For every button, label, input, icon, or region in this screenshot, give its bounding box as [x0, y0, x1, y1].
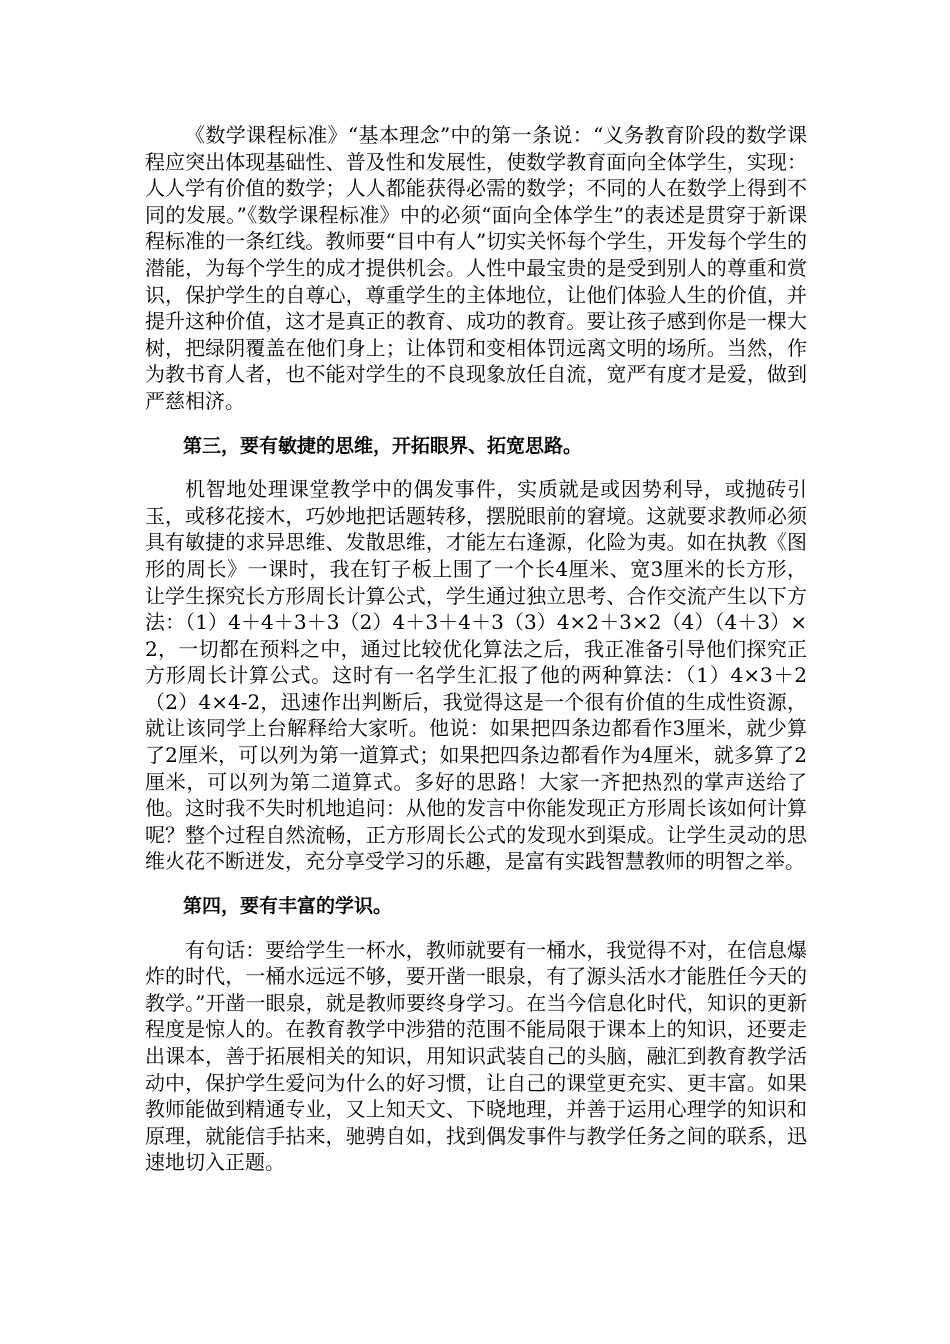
paragraph-knowledge: 有句话：要给学生一杯水，教师就要有一桶水，我觉得不对，在信息爆炸的时代，一桶水远远不够，要开凿一眼泉，有了源头活水才能胜任今天的教学。”开凿一眼泉，就是教师要终身学习。在当今信息化时代，知识的更新程度是惊人的。在教育教学中涉猎的范围不能局限于课本上的知识，还要走出课本，善于拓展相关的知识，用知识武装自己的头脑，融汇到教育教学活动中，保护学生爱问为什么的好习惯，让自己的课堂更充实、更丰富。如果教师能做到精通专业，又上知天文、下晓地理，并善于运用心理学的知识和原理，就能信手拈来，驰骋自如，找到偶发事件与教学任务之间的联系，迅速地切入正题。 — [145, 937, 807, 1175]
paragraph-curriculum-standard: 《数学课程标准》“基本理念”中的第一条说：“义务教育阶段的数学课程应突出体现基础性、普及性和发展性，使数学教育面向全体学生，实现：人人学有价值的数学；人人都能获得必需的数学；不同的人在数学上得到不同的发展。”《数学课程标准》中的必须“面向全体学生”的表述是贯穿于新课程标准的一条红线。教师要“目中有人”切实关怀每个学生，开发每个学生的潜能，为每个学生的成才提供机会。人性中最宝贵的是受到别人的尊重和赏识，保护学生的自尊心，尊重学生的主体地位，让他们体验人生的价值，并提升这种价值，这才是真正的教育、成功的教育。要让孩子感到你是一棵大树，把绿阴覆盖在他们身上；让体罚和变相体罚远离文明的场所。当然，作为教书育人者，也不能对学生的不良现象放任自流，宽严有度才是爱，做到严慈相济。 — [145, 123, 807, 413]
document-page — [145, 122, 807, 1176]
section-heading-fourth: 第四，要有丰富的学识。 — [183, 895, 393, 918]
section-heading-third: 第三，要有敏捷的思维，开拓眼界、拓宽思路。 — [183, 434, 583, 457]
paragraph-classroom-events: 机智地处理课堂教学中的偶发事件，实质就是或因势利导，或抛砖引玉，或移花接木，巧妙地把话题转移，摆脱眼前的窘境。这就要求教师必须具有敏捷的求异思维、发散思维，才能左右逢源，化险为夷。如在执教《图形的周长》一课时，我在钉子板上围了一个长4厘米、宽3厘米的长方形，让学生探究长方形周长计算公式，学生通过独立思考、合作交流产生以下方法：（1）4＋4＋3＋3（2）4＋3＋4＋3（3）4×2＋3×2（4）（4＋3）×2，一切都在预料之中，通过比较优化算法之后，我正准备引导他们探究正方形周长计算公式。这时有一名学生汇报了他的两种算法：（1）4×3＋2（2）4×4-2，迅速作出判断后，我觉得这是一个很有价值的生成性资源，就让该同学上台解释给大家听。他说：如果把四条边都看作3厘米，就少算了2厘米，可以列为第一道算式；如果把四条边都看作为4厘米，就多算了2厘米，可以列为第二道算式。多好的思路！大家一齐把热烈的掌声送给了他。这时我不失时机地追问：从他的发言中你能发现正方形周长该如何计算呢？整个过程自然流畅，正方形周长公式的发现水到渠成。让学生灵动的思维火花不断迸发，充分享受学习的乐趣，是富有实践智慧教师的明智之举。 — [145, 477, 807, 874]
